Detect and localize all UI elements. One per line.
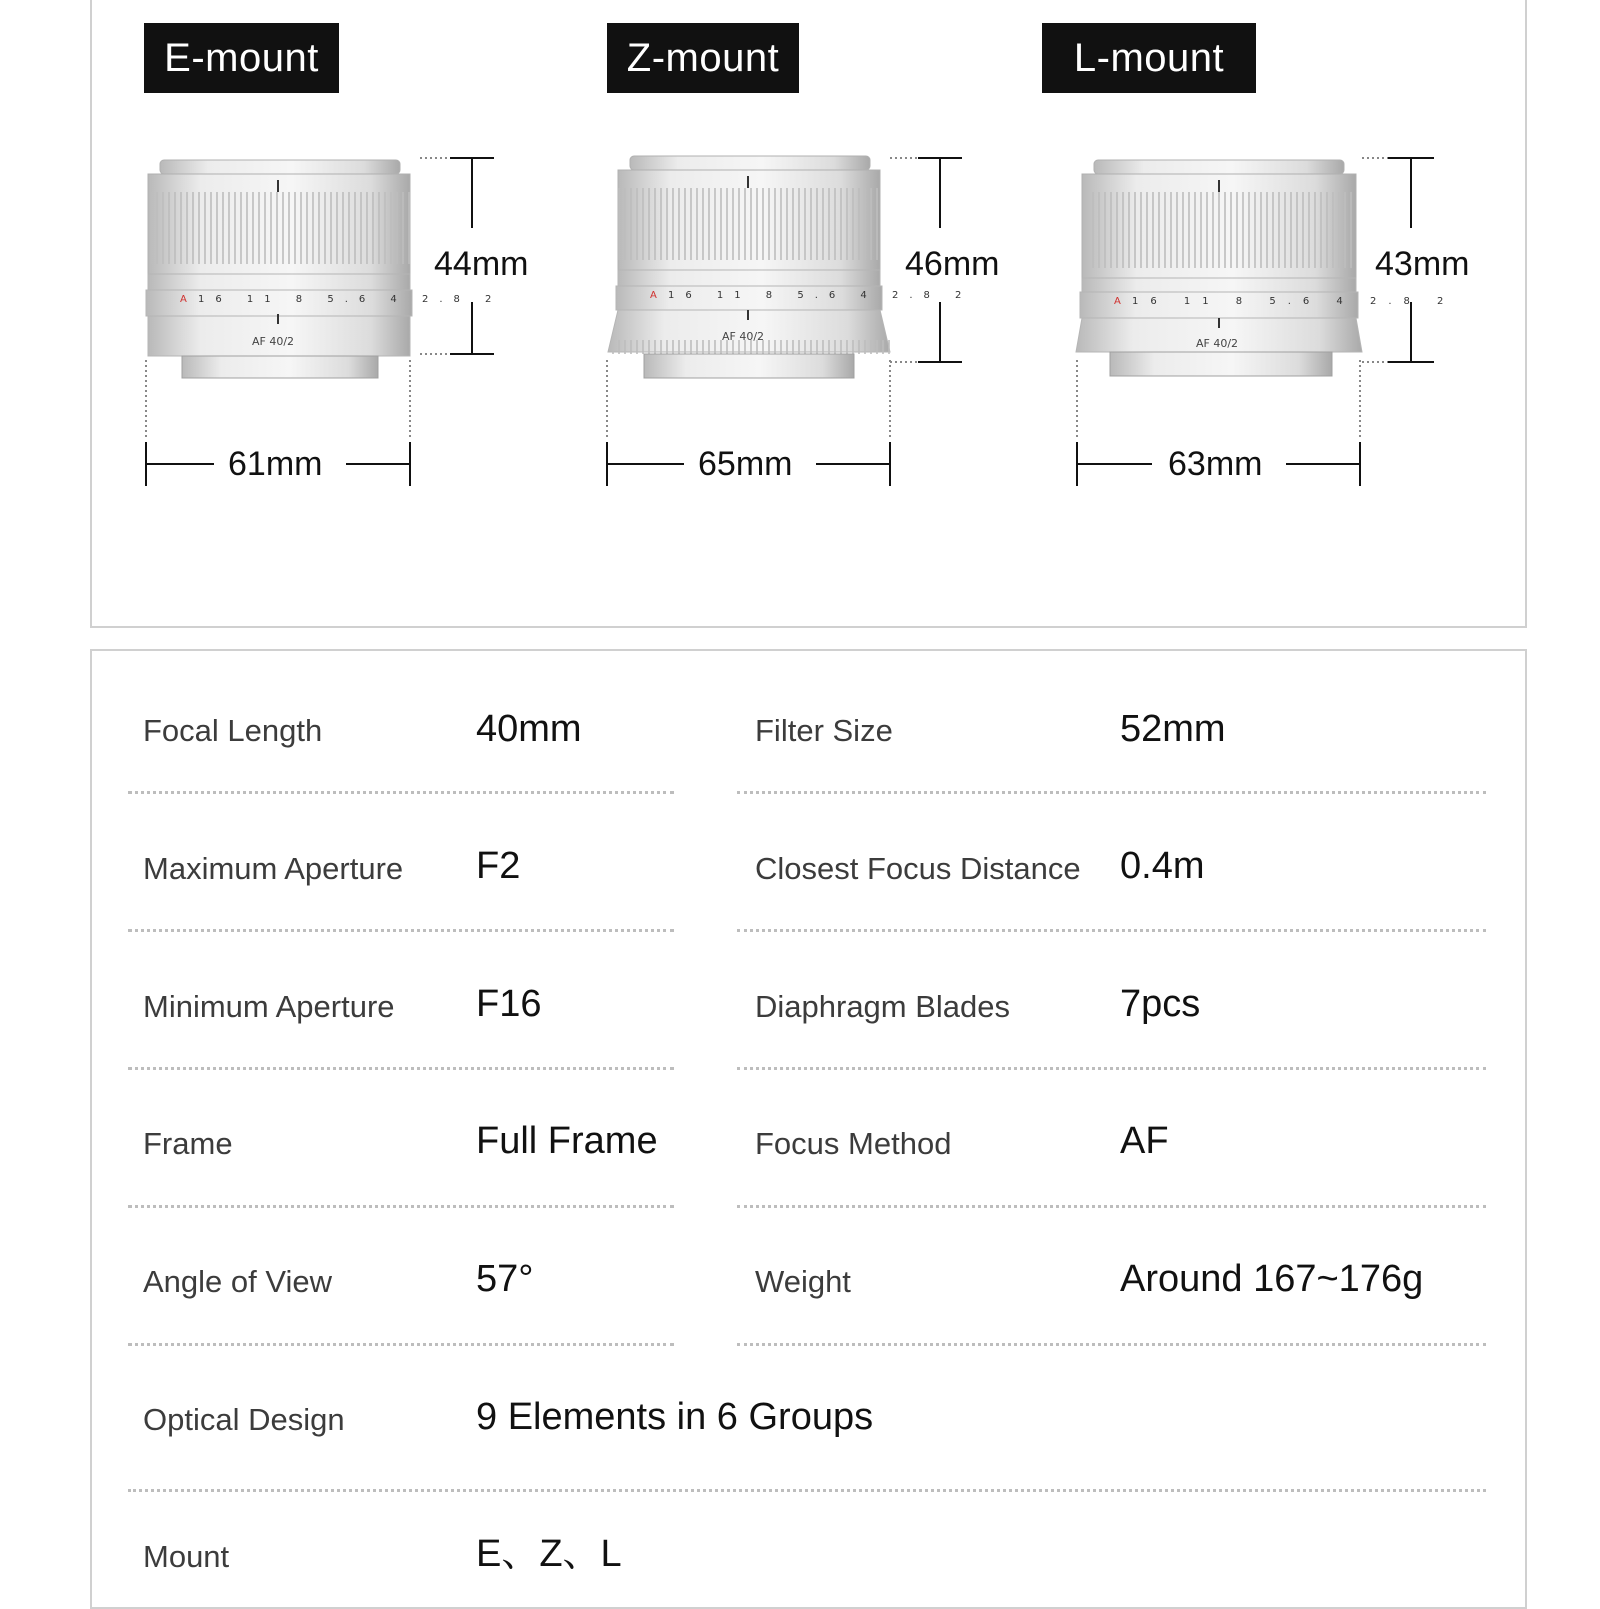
svg-text:AF 40/2: AF 40/2 <box>252 335 295 348</box>
e-mount-tag: E-mount <box>144 23 339 93</box>
row-divider <box>128 1205 674 1208</box>
spec-label-angle-of-view: Angle of View <box>143 1264 332 1299</box>
z-mount-width: 65mm <box>690 447 800 481</box>
spec-label-focal-length: Focal Length <box>143 713 323 748</box>
row-divider <box>128 1067 674 1070</box>
row-divider <box>737 1343 1486 1346</box>
row-divider <box>128 791 674 794</box>
spec-label-closest-focus: Closest Focus Distance <box>755 851 1081 886</box>
spec-label-focus-method: Focus Method <box>755 1126 952 1161</box>
svg-text:AF 40/2: AF 40/2 <box>722 330 765 343</box>
svg-text:A: A <box>180 294 187 305</box>
e-mount-height: 44mm <box>426 247 536 281</box>
spec-value-angle-of-view: 57° <box>476 1258 534 1300</box>
row-divider <box>737 791 1486 794</box>
svg-text:16 11 8 5.6 4 2.8 2: 16 11 8 5.6 4 2.8 2 <box>668 290 973 301</box>
svg-text:16 11 8 5.6 4 2.8 2: 16 11 8 5.6 4 2.8 2 <box>1132 296 1456 307</box>
e-mount-width: 61mm <box>220 447 330 481</box>
spec-value-optical-design: 9 Elements in 6 Groups <box>476 1396 874 1438</box>
row-divider <box>737 929 1486 932</box>
svg-text:A: A <box>650 290 657 301</box>
spec-label-frame: Frame <box>143 1126 233 1161</box>
spec-label-optical-design: Optical Design <box>143 1402 345 1437</box>
spec-value-weight: Around 167~176g <box>1120 1258 1424 1300</box>
l-mount-width: 63mm <box>1160 447 1270 481</box>
spec-value-closest-focus: 0.4m <box>1120 845 1205 887</box>
spec-label-diaphragm: Diaphragm Blades <box>755 989 1011 1024</box>
spec-label-min-aperture: Minimum Aperture <box>143 989 395 1024</box>
row-divider <box>737 1205 1486 1208</box>
spec-value-frame: Full Frame <box>476 1120 658 1162</box>
spec-label-max-aperture: Maximum Aperture <box>143 851 404 886</box>
spec-label-filter-size: Filter Size <box>755 713 893 748</box>
spec-label-weight: Weight <box>755 1264 851 1299</box>
svg-text:A: A <box>1114 296 1121 307</box>
svg-text:16 11 8 5.6 4 2.8 2: 16 11 8 5.6 4 2.8 2 <box>198 294 503 305</box>
lens-drawings <box>0 0 1600 520</box>
spec-label-mount: Mount <box>143 1539 230 1574</box>
spec-value-diaphragm: 7pcs <box>1120 983 1201 1025</box>
z-mount-height: 46mm <box>897 247 1007 281</box>
spec-value-max-aperture: F2 <box>476 845 521 887</box>
l-mount-height: 43mm <box>1367 247 1477 281</box>
spec-value-focal-length: 40mm <box>476 708 582 750</box>
z-mount-tag: Z-mount <box>607 23 799 93</box>
spec-value-min-aperture: F16 <box>476 983 542 1025</box>
row-divider <box>128 1343 674 1346</box>
row-divider <box>737 1067 1486 1070</box>
svg-text:AF 40/2: AF 40/2 <box>1196 337 1239 350</box>
spec-value-filter-size: 52mm <box>1120 708 1226 750</box>
row-divider <box>128 1489 1486 1492</box>
spec-value-mount: E、Z、L <box>476 1533 622 1575</box>
row-divider <box>128 929 674 932</box>
spec-value-focus-method: AF <box>1120 1120 1169 1162</box>
l-mount-tag: L-mount <box>1042 23 1256 93</box>
